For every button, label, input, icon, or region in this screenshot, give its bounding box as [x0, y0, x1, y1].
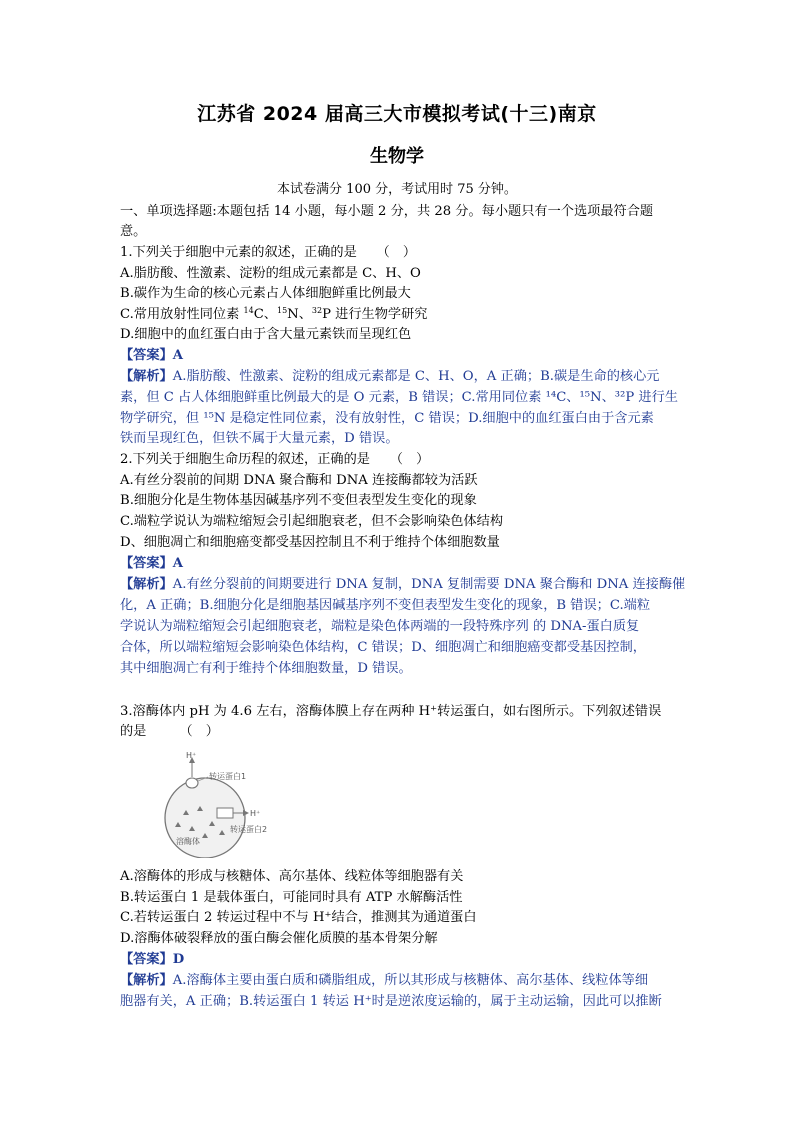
explain-label: 【解析】 [120, 973, 173, 988]
q3-answer [120, 950, 184, 971]
q2-option-c: C.端粒学说认为端粒缩短会引起细胞衰老，但不会影响染色体结构 [120, 514, 504, 529]
q2-option-d: D、细胞凋亡和细胞癌变都受基因控制且不利于维持个体细胞数量 [120, 535, 500, 550]
q2-explain-line: 化，A 正确；B.细胞分化是细胞基因碱基序列不变但表型发生变化的现象，B 错误；C.端粒 [120, 598, 651, 613]
q1-option-c-text: P 进行生物学研究 [322, 307, 428, 322]
q2-option-a: A.有丝分裂前的间期 DNA 聚合酶和 DNA 连接酶都较为活跃 [120, 473, 478, 488]
q1-answer [120, 346, 183, 367]
section-heading-cont: 意。 [120, 224, 147, 239]
q3-stem: 3.溶酶体内 pH 为 4.6 左右，溶酶体膜上存在两种 H⁺转运蛋白，如右图所示。下列叙述错误 [120, 704, 662, 719]
q2-stem: 2.下列关于细胞生命历程的叙述，正确的是 （ ） [120, 452, 430, 467]
transporter-2-label: 转运蛋白2 [230, 825, 268, 834]
q3-option-b: B.转运蛋白 1 是载体蛋白，可能同时具有 ATP 水解酶活性 [120, 890, 463, 905]
isotope-sup: 32 [311, 306, 323, 315]
q1-option-c-text: C、 [253, 307, 277, 322]
explain-text: A.有丝分裂前的间期要进行 DNA 复制，DNA 复制需要 DNA 聚合酶和 DNA 连接酶催 [172, 577, 686, 592]
lysosome-figure [150, 750, 290, 858]
lysosome-label: 溶酶体 [176, 837, 200, 846]
q1-stem: 1.下列关于细胞中元素的叙述，正确的是 （ ） [120, 245, 417, 260]
q1-explain-line: 铁而呈现红色，但铁不属于大量元素，D 错误。 [120, 431, 399, 446]
isotope-sup: 14 [243, 306, 254, 315]
q2-explain-line: 学说认为端粒缩短会引起细胞衰老，端粒是染色体两端的一段特殊序列 的 DNA-蛋白质复 [120, 619, 640, 634]
transporter-1-shape [186, 778, 198, 788]
q3-option-c: C.若转运蛋白 2 转运过程中不与 H⁺结合，推测其为通道蛋白 [120, 910, 477, 925]
arrow-head [243, 810, 249, 816]
q2-explain-line: 合体，所以端粒缩短会影响染色体结构，C 错误；D、细胞凋亡和细胞癌变都受基因控制， [120, 640, 646, 655]
answer-label: 【答案】 [120, 348, 173, 363]
q1-explain-line: 素，但 C 占人体细胞鲜重比例最大的是 O 元素，B 错误；C.常用同位素 ¹⁴C、¹⁵N、³²P 进行生 [120, 390, 678, 405]
explain-label: 【解析】 [120, 577, 173, 592]
subject-title: 生物学 [370, 146, 424, 167]
q1-option-a: A.脂肪酸、性激素、淀粉的组成元素都是 C、H、O [120, 266, 421, 281]
exam-info: 本试卷满分 100 分，考试用时 75 分钟。 [277, 182, 517, 197]
answer-label: 【答案】 [120, 556, 173, 571]
q3-option-a: A.溶酶体的形成与核糖体、高尔基体、线粒体等细胞器有关 [120, 869, 464, 884]
h-ion-right: H⁺ [250, 809, 261, 818]
q1-option-c [120, 305, 427, 326]
q2-option-b: B.细胞分化是生物体基因碱基序列不变但表型发生变化的现象 [120, 493, 477, 508]
section-heading: 一、单项选择题:本题包括 14 小题，每小题 2 分，共 28 分。每小题只有一个选项最符合题 [120, 204, 654, 219]
explain-text: A.溶酶体主要由蛋白质和磷脂组成，所以其形成与核糖体、高尔基体、线粒体等细 [172, 973, 649, 988]
q1-explain-line: 物学研究，但 ¹⁵N 是稳定性同位素，没有放射性，C 错误；D.细胞中的血红蛋白由于含元素 [120, 411, 654, 426]
q3-stem-cont: 的是 （ ） [120, 724, 219, 739]
q1-explain-line [120, 367, 659, 388]
explain-label: 【解析】 [120, 369, 173, 384]
answer-label: 【答案】 [120, 952, 173, 967]
answer-value: A [172, 556, 183, 571]
q2-answer [120, 554, 183, 575]
q1-option-b: B.碳作为生命的核心元素占人体细胞鲜重比例最大 [120, 286, 411, 301]
q3-explain-line: 胞器有关，A 正确；B.转运蛋白 1 转运 H⁺时是逆浓度运输的，属于主动运输，因此可以推断 [120, 994, 662, 1009]
q3-option-d: D.溶酶体破裂释放的蛋白酶会催化质膜的基本骨架分解 [120, 931, 438, 946]
h-ion-top: H⁺ [186, 751, 197, 760]
exam-title: 江苏省 2024 届高三大市模拟考试(十三)南京 [197, 103, 597, 125]
transporter-2-shape [217, 808, 233, 818]
q1-option-d: D.细胞中的血红蛋白由于含大量元素铁而呈现红色 [120, 327, 412, 342]
q1-option-c-text: N、 [287, 307, 312, 322]
q2-explain-line [120, 575, 685, 596]
isotope-sup: 15 [276, 306, 288, 315]
answer-value: D [172, 952, 185, 967]
explain-text: A.脂肪酸、性激素、淀粉的组成元素都是 C、H、O，A 正确；B.碳是生命的核心元 [172, 369, 660, 384]
q3-explain-line [120, 971, 648, 992]
q2-explain-line: 其中细胞凋亡有利于维持个体细胞数量，D 错误。 [120, 661, 412, 676]
transporter-1-label: 转运蛋白1 [209, 772, 247, 781]
q1-option-c-text: C.常用放射性同位素 [120, 307, 244, 322]
answer-value: A [172, 348, 183, 363]
